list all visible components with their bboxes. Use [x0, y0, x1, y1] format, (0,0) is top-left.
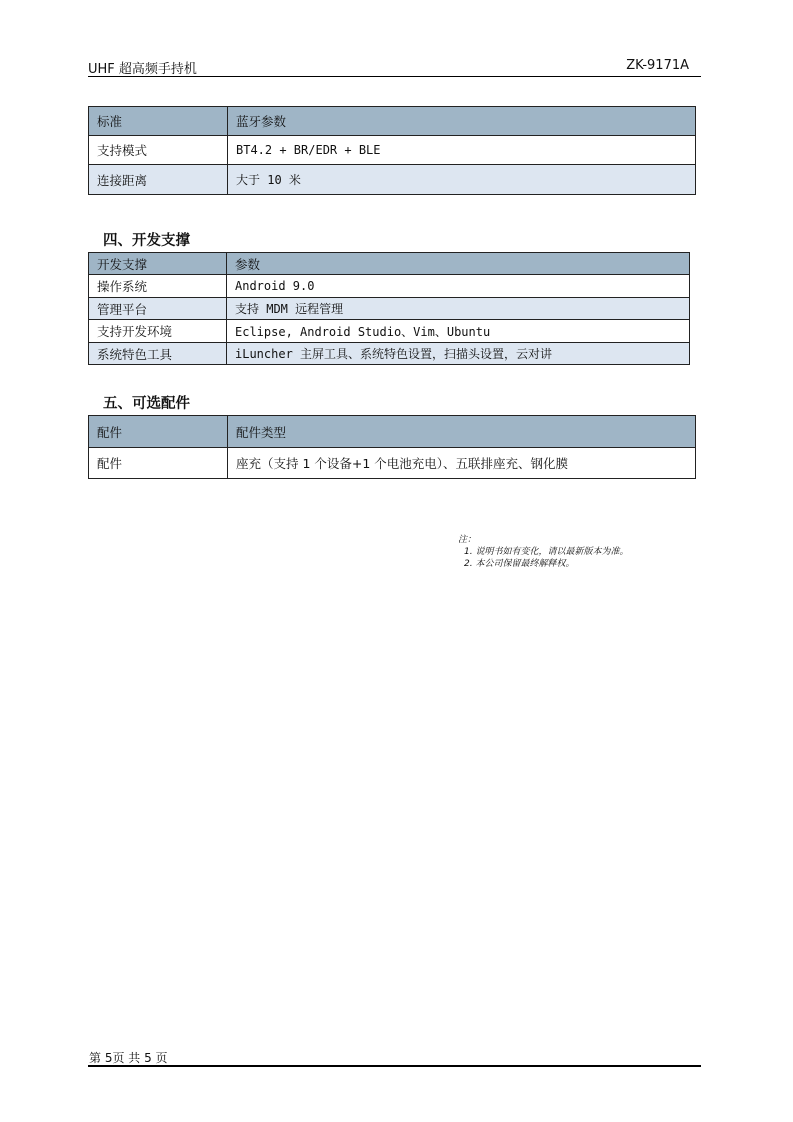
- table-header-cell: 参数: [227, 253, 690, 275]
- note-item: 1. 说明书如有变化，请以最新版本为准。: [464, 547, 629, 557]
- table-row: [89, 320, 690, 343]
- page-header: [88, 58, 701, 77]
- development-support-table: [88, 252, 690, 365]
- table-row: [89, 298, 690, 320]
- table-header-cell: 配件: [89, 416, 228, 448]
- accessories-table: [88, 415, 696, 479]
- table-cell-value: 座充（支持 1 个设备+1 个电池充电）、五联排座充、钢化膜: [228, 448, 696, 479]
- table-row: [89, 165, 696, 195]
- table-cell-value: iLuncher 主屏工具、系统特色设置，扫描头设置，云对讲: [227, 343, 690, 365]
- table-cell-label: 操作系统: [89, 275, 227, 298]
- table-header-cell: 标准: [89, 107, 228, 136]
- table-header-row: [89, 253, 690, 275]
- table-cell-label: 连接距离: [89, 165, 228, 195]
- table-header-row: [89, 107, 696, 136]
- bluetooth-table: [88, 106, 696, 195]
- table-header-cell: 蓝牙参数: [228, 107, 696, 136]
- table-cell-label: 系统特色工具: [89, 343, 227, 365]
- section-title-accessories: 五、可选配件: [103, 396, 190, 412]
- note-item: 2. 本公司保留最终解释权。: [464, 559, 575, 569]
- table-cell-value: Android 9.0: [227, 275, 690, 298]
- table-cell-value: Eclipse, Android Studio、Vim、Ubuntu: [227, 320, 690, 343]
- table-cell-label: 支持模式: [89, 136, 228, 165]
- header-product-name: UHF 超高频手持机: [88, 62, 197, 77]
- table-cell-value: 大于 10 米: [228, 165, 696, 195]
- table-cell-label: 管理平台: [89, 298, 227, 320]
- table-cell-value: BT4.2 + BR/EDR + BLE: [228, 136, 696, 165]
- table-header-row: [89, 416, 696, 448]
- table-row: [89, 275, 690, 298]
- table-cell-value: 支持 MDM 远程管理: [227, 298, 690, 320]
- table-header-cell: 开发支撑: [89, 253, 227, 275]
- table-cell-label: 支持开发环境: [89, 320, 227, 343]
- table-row: [89, 136, 696, 165]
- notes-title: 注：: [458, 535, 477, 545]
- table-cell-label: 配件: [89, 448, 228, 479]
- header-model-number: ZK-9171A: [626, 58, 689, 73]
- table-row: [89, 343, 690, 365]
- section-title-development: 四、开发支撑: [103, 233, 190, 249]
- notes-block: [458, 534, 628, 570]
- footer-divider: [88, 1065, 701, 1067]
- table-row: [89, 448, 696, 479]
- table-header-cell: 配件类型: [228, 416, 696, 448]
- page-number: 第 5页 共 5 页: [89, 1051, 168, 1065]
